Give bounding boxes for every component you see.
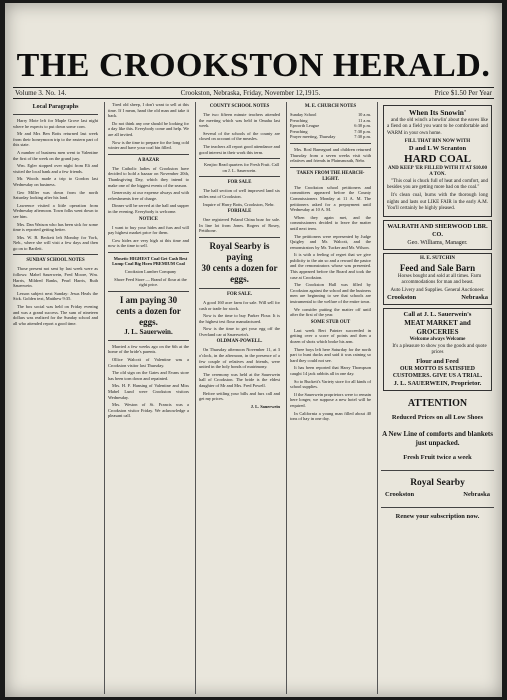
coal-ad-text-2: "This coal is chuck full of heat and comfort, and besides you are getting more bad on the coal." (387, 178, 488, 191)
schedule-label: Sunday School (290, 112, 317, 117)
column-advertisements (377, 102, 494, 694)
news-item: Now is the time to buy Parker Flour. It is the highest test flour manufactured. (199, 313, 280, 324)
searchlight-heading: TAKEN FROM THE HEARCH-LIGHT. (296, 170, 365, 182)
column-two (104, 102, 192, 694)
notice-heading: NOTICE (139, 216, 158, 222)
divider (381, 470, 494, 471)
furs-ad-signature: J. L. Sauerwein (250, 403, 280, 409)
feed-barn-place: Crookston (387, 294, 417, 302)
divider (199, 158, 280, 159)
searby-title: Royal Searby (410, 478, 465, 489)
news-item: Ollice Walcott of Valentine was a Crookston visitor last Thursday. (108, 357, 189, 368)
news-item: On Thursday afternoon November 11, at 3 o'clock, in the afternoon, in the presence of a few couple of relatives and friends, were united in the holy bonds of matrimony. (199, 347, 280, 370)
news-item: Last week Bert Painter succeeded in getting over a score of points and then a dozen of shots which broke his arm. (290, 327, 371, 344)
coal-ad-text-3: It's clean coal, burns with the thorough long nights and lasts out LIKE FAIR in the early A.M. You'll certainly be highly pleased. (387, 193, 488, 211)
divider (199, 176, 280, 177)
for-sale-heading: FOR SALE (227, 180, 252, 186)
coal-ad-text: and the old wind's a howlin' about the eaves like a fiend on a field you want to be comfortable and WARM in your own home. (387, 118, 488, 136)
news-item: Geo Miller was down from the north Saturday looking after his land. (13, 189, 98, 201)
feed-barn-services: Auto Livery and Supplies. General Auctioneer. (390, 288, 485, 294)
searby-place: Crookston (385, 491, 415, 499)
church-notes-heading: M. E. CHURCH NOTES (304, 104, 357, 109)
bazar-heading: A BAZAR (137, 157, 160, 163)
news-item: When they again met, and the commissioners decided to leave the matter until next term. (290, 214, 371, 231)
volume-number: Volume 3. No. 14. (15, 89, 67, 97)
coal-ad-company: Crookston Lumber Company (124, 269, 177, 275)
news-item: A number of business men went to Valentine the first of the week on the grand jury. (13, 149, 98, 161)
news-item: The ceremony was held at the Sauerwein hall of Crookston. The bride is the eldest daughter of Mr and Mrs. Fred Powell. (199, 371, 280, 389)
news-item: The half section of well improved land six miles east of Crookston. (199, 188, 280, 199)
news-item: Mrs. W. B. Beckett left Monday for York, Neb., where she will visit a few days and then go on to Bartlett. (13, 234, 98, 251)
lumber-company-ad (383, 220, 492, 250)
news-item: Harry Mote left for Maple Grove last night where he expects to put down some corn. (13, 118, 98, 129)
feed-barn-text: Horses bought and sold at all times. Farm accommodations for man and beast. (397, 273, 482, 285)
coal-price-line: AND KEEP 'ER FILLED WITH IT AT $10.00 A TON. (387, 166, 488, 178)
lumber-company-name: WALRATH AND SHERWOOD LBR. CO. (387, 223, 488, 239)
news-item: Cow hides are very high at this time and now is the time to sell. (108, 237, 189, 249)
feed-barn-location (387, 294, 488, 302)
hard-coal-ad (383, 105, 492, 217)
news-item: One registered Poland China boar for sale. In line lot from Jones. Rogers of Rosey, Pettibone. (199, 217, 280, 234)
place-date: Crookston, Nebraska, Friday, November 12,1915. (180, 89, 321, 97)
schedule-row (290, 134, 371, 140)
schedule-time: 7:30 p.m. (354, 134, 371, 140)
some-stub-out-heading: SOME STUB OUT (310, 319, 351, 325)
news-item: The teachers all report good attendance and good interest in their work this term. (199, 143, 280, 155)
news-item: Tired old sheep, I don't want to sell at this time. If I mean, hand the old man and take it back. (108, 102, 189, 119)
news-item: It is with a feeling of regret that we give publicity to the ain so and a reward the pastor and the remonstrators whose was presented. This appeared before the Board and took the case at Crookston. (290, 252, 371, 280)
coal-brand: D and L W Scranton (408, 145, 467, 153)
meat-market-ad (383, 308, 492, 391)
royal-searby-ad (381, 477, 494, 501)
news-item: The old sign on the Gates and Evans store has been torn down and repainted. (108, 370, 189, 381)
schedule-label: Prayer meeting, Thursday (290, 134, 336, 140)
schedule-time: 6:30 p.m. (354, 123, 371, 129)
fruit-ad: Kenjiro Read quarters for Fresh Fruit. Call on J. L. Sauerwein. (204, 162, 279, 173)
divider (13, 254, 98, 255)
news-item: Generosity at our expense always and with refreshments free of charge. (108, 190, 189, 201)
column-local-paragraphs (13, 102, 101, 694)
coal-ad-tagline: FILL THAT BIN NOW WITH (404, 138, 471, 144)
market-line3: Welcome always Welcome (409, 337, 466, 343)
divider (108, 252, 189, 253)
attention-fruit: Fresh Fruit twice a week (403, 454, 472, 462)
market-motto: OUR MOTTO IS SATISFIED CUSTOMERS. GIVE US A TRIAL. (392, 366, 483, 380)
eggs-ad-signature: J. L. Sauerwein. (124, 327, 173, 336)
renew-subscription: Renew your subscription now. (395, 513, 480, 521)
schedule-time: 10 a.m. (357, 112, 371, 117)
eggs-ad-line1: I am paying 30 (119, 294, 178, 305)
market-line2: MEAT MARKET and GROCERIES (404, 319, 471, 337)
news-item: Mrs. Weston of St. Francis was a Crookston visitor Friday. We acknowledge a pleasant call. (108, 402, 189, 419)
news-item: The Catholic ladies of Crookston have decided to hold a bazaar on November 20th, Thanksgiving Day, which they intend to make one of the biggest events of the season. (108, 165, 189, 188)
feed-barn-ad (383, 253, 492, 305)
wedding-heading: OLDMAN-POWELL. (216, 339, 263, 345)
news-item: The two fifteen minute teachers attended the meeting which was held in Omaha last week. (199, 112, 280, 129)
lumber-manager: Geo. Williams, Manager. (407, 240, 468, 247)
news-item: So to Buckett's Variety store for all kinds of school supplies. (290, 378, 371, 390)
schedule-time: 7:30 p.m. (354, 128, 371, 134)
news-item: Lawrence visited a little operation from Wednesday afternoon. Town folks went down to see him. (13, 202, 98, 219)
news-item: The Crookston Hall was filled by Crookston against the school and the business men are beginning to see that schools are instrumental to the welfare of the entire town. (290, 282, 371, 305)
church-schedule (290, 112, 371, 140)
feed-barn-state: Nebraska (461, 294, 488, 302)
news-item: Several of the schools of the county are closed on account of the measles. (199, 130, 280, 142)
columns-container (13, 102, 494, 694)
searby-state: Nebraska (463, 491, 490, 499)
coal-ad: Mosetic HIGHEST Coal Get Cash Best Lump Coal Big Horn PREMIUM Coal (112, 255, 188, 267)
news-item: Inquire of Harry Botts, Crookston, Nebr. (203, 201, 275, 207)
column-four (286, 102, 374, 694)
news-item: Mrs. Dan Watson who has been sick for some time is reported getting better. (13, 221, 98, 233)
subscription-price: Price $1.50 Per Year (434, 89, 492, 97)
news-item: Wm. Egler stopped over night from Eli and visited the local bank and a few friends. (13, 163, 98, 174)
news-item: Those present not sent by last week were as follows: Mabel Sauerwein, Fred Moore, Wm. Harris, Mildred Banks, Pearl Harris, Ruth Sauerwein. (13, 266, 98, 289)
column-three (195, 102, 283, 694)
divider (108, 291, 189, 292)
eggs-ad-line2: cents a dozen for eggs. (116, 305, 181, 327)
masthead-title: THE CROOKSTON HERALD. (16, 47, 491, 84)
forhale-heading: FORHALE (227, 209, 252, 215)
searby-ad-line1: Royal Searby is paying (209, 240, 270, 262)
market-signature: J. L. SAUERWEIN, Proprietor. (393, 380, 482, 388)
news-item: The Crookston school petitioners and committees appeared before the County Commissioners Monday at 11 A. M. The petitioners asked for a prepayment until Wednesday at 10 A. M. (290, 184, 371, 213)
news-item: Mr. Woods made a trip to Gordon last Wednesday on business. (13, 176, 98, 187)
for-sale-heading-2: FOR SALE. (226, 291, 253, 297)
news-item: The petitioners were represented by Judge Quigley and Mr. Walcott, and the remonstrators by Mr. Tucker and Mr. Wilson. (290, 233, 371, 250)
divider (381, 507, 494, 508)
news-item: It has been reported that Harry Thompson caught 14 jack rabbits all in one day. (290, 365, 371, 376)
news-item: Do not think any one should be looking for a day like this. Everybody come and help. We are all invited. (108, 120, 189, 137)
news-item: We consider putting the matter off until after the first of the year. (290, 306, 371, 318)
schedule-label: Preaching (290, 128, 308, 134)
attention-title: ATTENTION (407, 398, 468, 410)
news-item: The box social was held on Friday evening and was a grand success. The sum of nineteen dollars was realized for the Sunday school and all who attended report a good time. (13, 304, 98, 326)
news-item: Lesson subject next Sunday: Jesus Heals the Sick. Golden text, Matthew 9:35. (13, 290, 98, 302)
market-line4: Flour and Feed (416, 358, 459, 366)
schedule-label: Epworth League (290, 123, 320, 129)
news-item: Before settling your bills and furs call and get my prices. (199, 390, 280, 402)
divider (199, 237, 280, 238)
news-item: Now is the time to get your egg off the Overland car at Sauerwein's. (199, 326, 280, 337)
feed-store-ad: Shore Feed Store — Brand of flour at the right price. (114, 276, 187, 288)
attention-blankets: A New Line of comforts and blankets just unpacked. (382, 430, 493, 448)
searby-eggs-ad (199, 241, 280, 285)
news-item: Mrs. Rosl Barnegard and children returned Thursday from a seven weeks visit with relatives and friends in Plainsmouth, Nebr. (290, 146, 371, 164)
feed-barn-title: Feed and Sale Barn (399, 262, 476, 273)
searby-location (381, 489, 494, 501)
news-item: In California a young man filled about 40 tons of hay in one day. (290, 410, 371, 422)
newspaper-page (5, 3, 502, 697)
news-item: Mr and Mrs Ben Botts returned last week from their honeymoon trip to the eastern part of this state. (13, 131, 98, 148)
searby-ad-line2: 30 cents a dozen for eggs. (201, 262, 278, 284)
dateline-bar (13, 87, 494, 99)
divider (108, 154, 189, 155)
schedule-time: 11 a.m. (358, 117, 371, 123)
local-paragraphs-heading: Local Paragraphs (32, 104, 79, 110)
divider (108, 340, 189, 341)
market-text: It's a pleasure to show you the goods and quote prices (392, 343, 487, 356)
sunday-school-heading: SUNDAY SCHOOL NOTES (26, 258, 85, 264)
news-item: Dinner will be served at the hall and supper in the evening. Everybody is welcome. (108, 203, 189, 214)
feed-barn-owner: H. E. SUTCHIN (419, 256, 455, 262)
news-item: Three boys left here Saturday for the north part to hunt ducks and said it was raining so hard they could not see. (290, 346, 371, 363)
hard-coal-title: HARD COAL (404, 153, 471, 166)
divider (199, 288, 280, 289)
divider (13, 114, 98, 115)
divider (290, 143, 371, 144)
schedule-label: Preaching (290, 117, 308, 123)
market-line1: Call at J. L. Sauerwein's (403, 311, 472, 319)
attention-low-shoes: Reduced Prices on all Low Shoes (391, 414, 484, 422)
news-item: I want to buy your hides and furs and will pay highest market price for them. (108, 224, 189, 236)
snowin-heading: When Its Snowin' (408, 108, 467, 117)
news-item: If the Sauerwein proprietors were to remain here longer, we suppose a new hotel will be required. (290, 391, 371, 408)
county-school-heading: COUNTY SCHOOL NOTES (209, 104, 270, 109)
news-item: Married a few weeks ago on the 6th at the home of the bride's parents. (108, 343, 189, 355)
news-item: A good 160 acre farm for sale. Will sell for cash or trade for stock. (199, 299, 280, 311)
divider (290, 167, 371, 168)
eggs-ad (108, 295, 189, 337)
news-item: Now is the time to prepare for the long cold winter and have your coal bin filled. (108, 139, 189, 151)
news-item: Mrs. H. F. Hansing of Valentine and Miss Mabel Lund were Crookston visitors Wednesday. (108, 383, 189, 400)
attention-ad (381, 397, 494, 462)
